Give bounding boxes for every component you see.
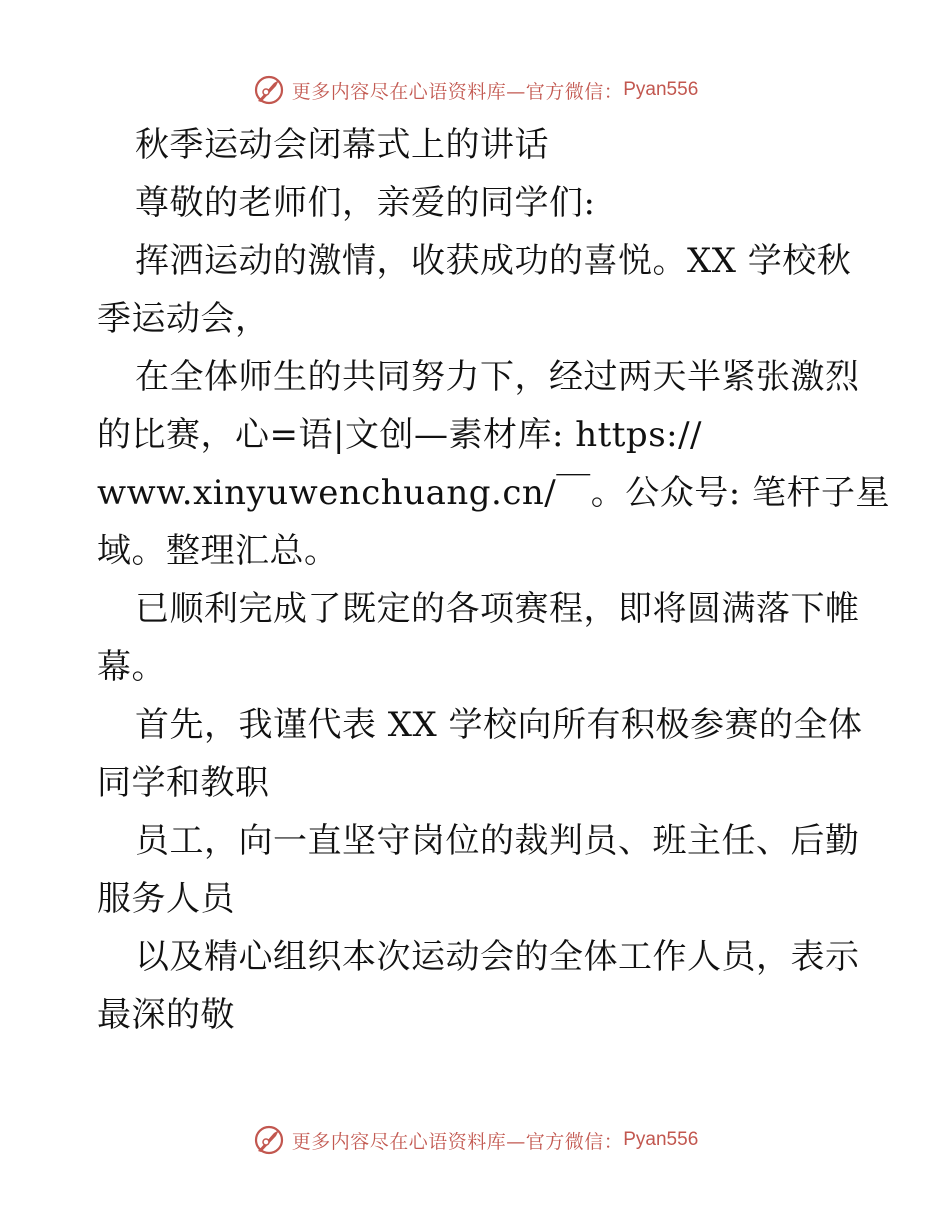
header-watermark-banner — [0, 70, 950, 110]
paragraph-line: 首先，我谨代表 XX 学校向所有积极参赛的全体 — [135, 705, 863, 745]
document-title: 秋季运动会闭幕式上的讲话 — [135, 125, 549, 165]
paragraph-line: 域。整理汇总。 — [97, 531, 339, 571]
watermark-wechat-id: Pyan556 — [623, 79, 699, 100]
paragraph-line: 的比赛，心=语|文创—素材库: https:// — [97, 415, 703, 455]
document-body — [97, 116, 890, 1044]
quill-pen-logo-icon — [252, 73, 286, 107]
salutation: 尊敬的老师们，亲爱的同学们: — [135, 183, 596, 223]
paragraph-line: 以及精心组织本次运动会的全体工作人员，表示 — [135, 937, 860, 977]
paragraph-line: 同学和教职 — [97, 763, 270, 803]
paragraph-line: 最深的敬 — [97, 995, 235, 1035]
paragraph-line: www.xinyuwenchuang.cn/￣。公众号: 笔杆子星 — [97, 473, 890, 513]
paragraph-line: 季运动会， — [97, 299, 270, 339]
watermark-text: 更多内容尽在心语资料库—官方微信： — [291, 1130, 624, 1153]
paragraph-line: 幕。 — [97, 647, 166, 687]
watermark-wechat-id: Pyan556 — [623, 1129, 699, 1150]
footer-watermark-banner — [0, 1120, 950, 1160]
paragraph-line: 服务人员 — [97, 879, 235, 919]
paragraph-line: 挥洒运动的激情，收获成功的喜悦。XX 学校秋 — [135, 241, 852, 281]
paragraph-line: 员工，向一直坚守岗位的裁判员、班主任、后勤 — [135, 821, 860, 861]
quill-pen-logo-icon — [252, 1123, 286, 1157]
paragraph-line: 在全体师生的共同努力下，经过两天半紧张激烈 — [135, 357, 860, 397]
paragraph-line: 已顺利完成了既定的各项赛程，即将圆满落下帷 — [135, 589, 860, 629]
watermark-text: 更多内容尽在心语资料库—官方微信： — [291, 80, 624, 103]
